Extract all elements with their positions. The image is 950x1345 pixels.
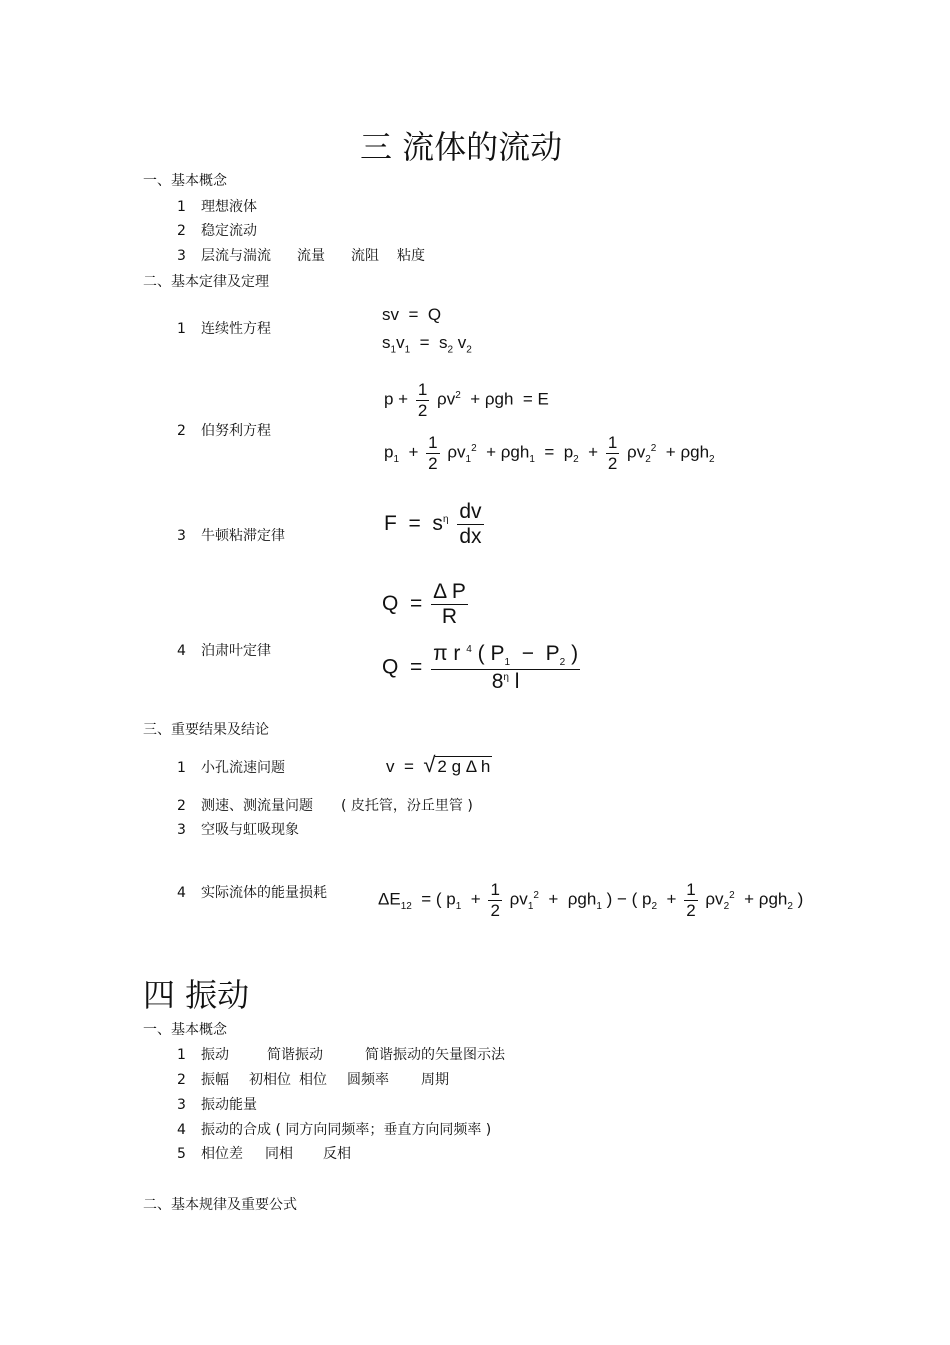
- list-item: 3 空吸与虹吸现象: [177, 822, 299, 838]
- list-item: 2 振幅 初相位 相位 圆频率 周期: [177, 1072, 449, 1088]
- continuity-formula-2: $s_1v_1 = s_2$ $v_2$: [382, 333, 472, 356]
- continuity-formula-1: sv = Q: [382, 305, 442, 324]
- list-item: 5 相位差 同相 反相: [177, 1146, 351, 1162]
- list-item: 1 连续性方程: [177, 321, 271, 337]
- list-item: 2 伯努利方程: [177, 423, 271, 439]
- list-item: 1 理想液体: [177, 199, 257, 215]
- list-item: 4 实际流体的能量损耗: [177, 885, 327, 901]
- energy-loss-formula: $\Delta E_{12}$ = ( $p_1$ + $\frac{1}{2}$ $\rho v_1^2 + \rho gh_1$ ) − ( $p_2$ + $\frac{1}{2}$ $\rho v_2^2 + \rho gh_2$ ): [378, 880, 804, 920]
- list-item: 4 泊肃叶定律: [177, 643, 271, 659]
- s3-concepts-heading: 一、基本概念: [143, 173, 227, 189]
- newton-viscosity-formula: $F = s^\eta$ $\frac{dv}{dx}$: [384, 500, 482, 549]
- list-item: 1 小孔流速问题: [177, 760, 285, 776]
- list-item: 3 牛顿粘滞定律: [177, 528, 285, 544]
- list-item: 1 振动 简谐振动 简谐振动的矢量图示法: [177, 1047, 505, 1063]
- list-item: 2 测速、测流量问题 ( 皮托管，汾丘里管 ): [177, 798, 473, 814]
- s3-laws-heading: 二、基本定律及定理: [143, 274, 269, 290]
- bernoulli-formula-1: p + $\frac{1}{2}$ $\rho v^2 + \rho gh = E$: [384, 380, 549, 420]
- poiseuille-formula-1: Q = $\frac{\text{Δ P}}{R}$: [382, 580, 466, 629]
- section4-title: 四 振动: [143, 976, 250, 1014]
- bernoulli-formula-2: $p_1$ + $\frac{1}{2}$ $\rho v_1^2 + \rho gh_1 = p_2$ + $\frac{1}{2}$ $\rho v_2^2 + \rho gh_2$: [384, 433, 715, 473]
- orifice-velocity-formula: v = √ 2 g Δ h: [386, 752, 491, 777]
- poiseuille-formula-2: Q = $\frac{\pi r ^4 ( P_1 - P_2 )}{8^\eta l}$: [382, 642, 579, 693]
- s4-concepts-heading: 一、基本概念: [143, 1022, 227, 1038]
- list-item: 4 振动的合成 ( 同方向同频率；垂直方向同频率 ): [177, 1122, 492, 1138]
- s3-results-heading: 三、重要结果及结论: [143, 722, 269, 738]
- list-item: 2 稳定流动: [177, 223, 257, 239]
- section3-title: 三 流体的流动: [360, 128, 563, 166]
- list-item: 3 层流与湍流 流量 流阻 粘度: [177, 248, 425, 264]
- list-item: 3 振动能量: [177, 1097, 257, 1113]
- s4-laws-heading: 二、基本规律及重要公式: [143, 1197, 297, 1213]
